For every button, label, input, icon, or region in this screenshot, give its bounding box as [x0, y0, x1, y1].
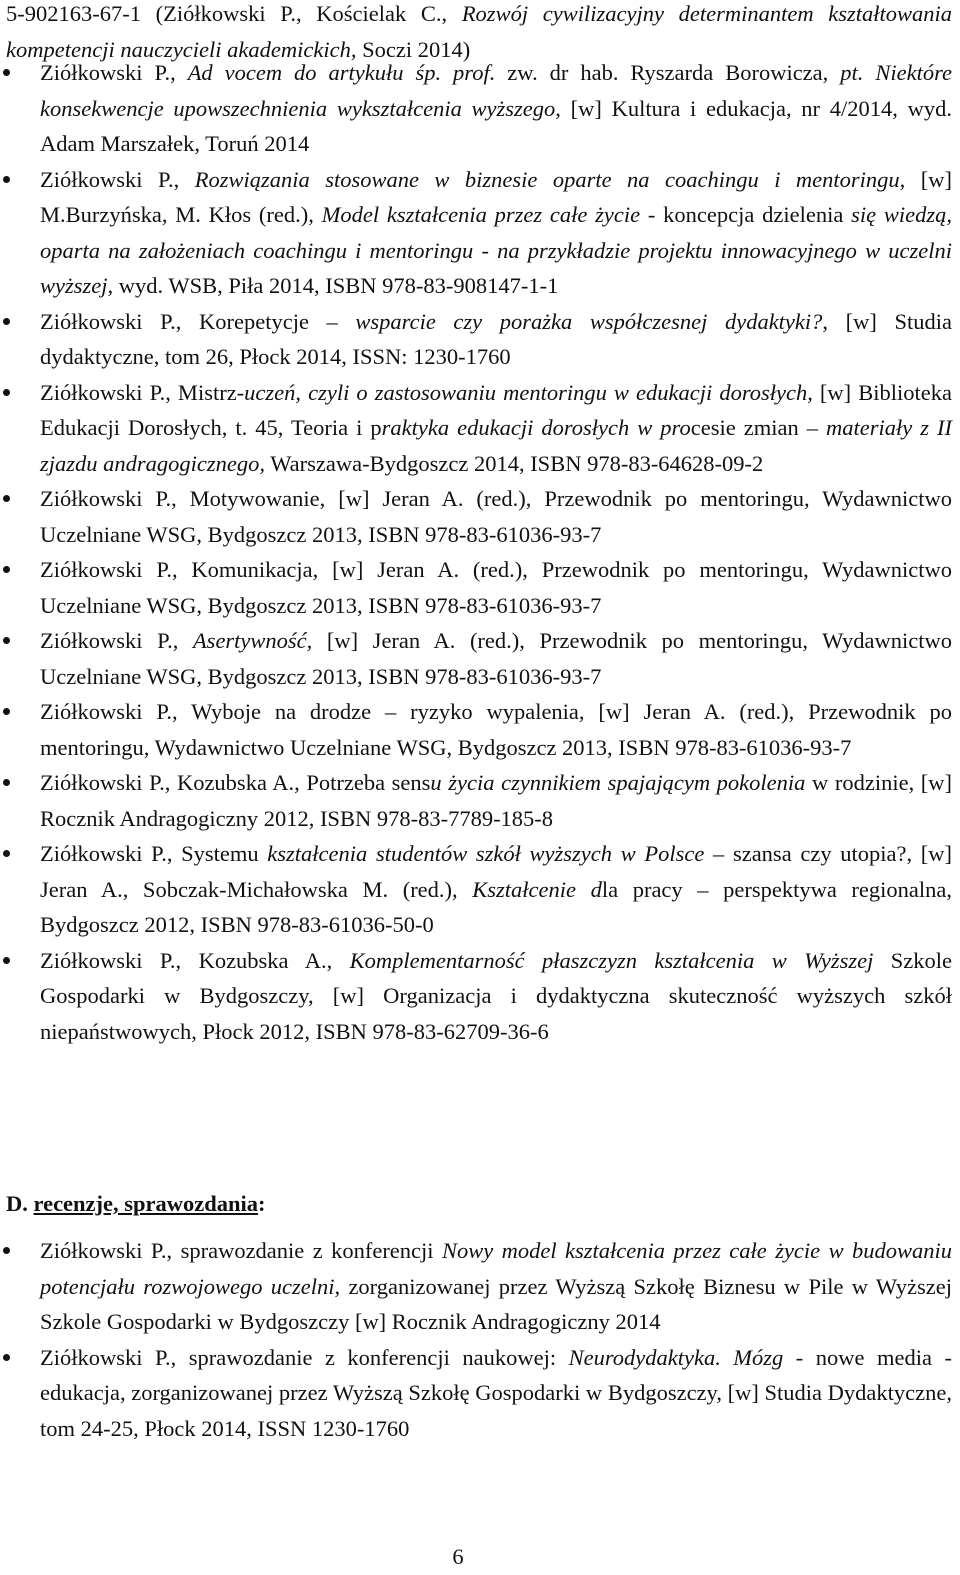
bibliography-entry: Ziółkowski P., Asertywność, [w] Jeran A. (red.), Przewodnik po mentoringu, Wydawnictwo Uczelniane WSG, Bydgoszcz 2013, ISBN 978-83-61036-93-7: [0, 623, 952, 694]
section-title: recenzje, sprawozdania: [33, 1191, 259, 1216]
entry-text: 5-902163-67-1 (Ziółkowski P., Kościelak C.,: [6, 1, 462, 26]
bullet-icon: [3, 957, 10, 964]
bullet-icon: [3, 69, 10, 76]
page-number: 6: [452, 1544, 464, 1569]
bullet-icon: [3, 708, 10, 715]
bibliography-entry: Ziółkowski P., Kozubska A., Komplementarność płaszczyzn kształcenia w Wyższej Szkole Gospodarki w Bydgoszczy, [w] Organizacja i dydaktyczna skuteczność wyższych szkół niepaństwowych, Płock 2012, ISBN 978-83-62709-36-6: [0, 943, 952, 1050]
bibliography-entry: Ziółkowski P., Komunikacja, [w] Jeran A. (red.), Przewodnik po mentoringu, Wydawnictwo Uczelniane WSG, Bydgoszcz 2013, ISBN 978-83-61036-93-7: [0, 552, 952, 623]
bibliography-entry: Ziółkowski P., Kozubska A., Potrzeba sensu życia czynnikiem spajającym pokolenia w rodzinie, [w] Rocznik Andragogiczny 2012, ISBN 978-83-7789-185-8: [0, 765, 952, 836]
bullet-icon: [3, 566, 10, 573]
bullet-icon: [3, 637, 10, 644]
reviews-list: [0, 1233, 952, 1446]
bibliography-entry: Ziółkowski P., Korepetycje – wsparcie czy porażka współczesnej dydaktyki?, [w] Studia dydaktyczne, tom 26, Płock 2014, ISSN: 1230-1760: [0, 304, 952, 375]
bibliography-entry: Ziółkowski P., Mistrz-uczeń, czyli o zastosowaniu mentoringu w edukacji dorosłych, [w] Biblioteka Edukacji Dorosłych, t. 45, Teoria i praktyka edukacji dorosłych w procesie zmian – materiały z II zjazdu andragogicznego, Warszawa-Bydgoszcz 2014, ISBN 978-83-64628-09-2: [0, 375, 952, 482]
bibliography-entry: Ziółkowski P., Wyboje na drodze – ryzyko wypalenia, [w] Jeran A. (red.), Przewodnik po mentoringu, Wydawnictwo Uczelniane WSG, Bydgoszcz 2013, ISBN 978-83-61036-93-7: [0, 694, 952, 765]
bibliography-entry: Ziółkowski P., Systemu kształcenia studentów szkół wyższych w Polsce – szansa czy utopia?, [w] Jeran A., Sobczak-Michałowska M. (red.), Kształcenie dla pracy – perspektywa regionalna, Bydgoszcz 2012, ISBN 978-83-61036-50-0: [0, 836, 952, 943]
bibliography-entry: Ziółkowski P., Motywowanie, [w] Jeran A. (red.), Przewodnik po mentoringu, Wydawnictwo Uczelniane WSG, Bydgoszcz 2013, ISBN 978-83-61036-93-7: [0, 481, 952, 552]
section-heading: D. recenzje, sprawozdania:: [6, 1191, 266, 1216]
bullet-icon: [3, 176, 10, 183]
bullet-icon: [3, 318, 10, 325]
bibliography-list: [0, 55, 952, 1049]
bullet-icon: [3, 389, 10, 396]
bibliography-entry: Ziółkowski P., Rozwiązania stosowane w biznesie oparte na coachingu i mentoringu, [w] M.Burzyńska, M. Kłos (red.), Model kształcenia przez całe życie - koncepcja dzielenia się wiedzą, oparta na założeniach coachingu i mentoringu - na przykładzie projektu innowacyjnego w uczelni wyższej, wyd. WSB, Piła 2014, ISBN 978-83-908147-1-1: [0, 162, 952, 304]
review-entry: Ziółkowski P., sprawozdanie z konferencji naukowej: Neurodydaktyka. Mózg - nowe media - edukacja, zorganizowanej przez Wyższą Szkołę Gospodarki w Bydgoszczy, [w] Studia Dydaktyczne, tom 24-25, Płock 2014, ISSN 1230-1760: [0, 1340, 952, 1447]
review-entry: Ziółkowski P., sprawozdanie z konferencji Nowy model kształcenia przez całe życie w budowaniu potencjału rozwojowego uczelni, zorganizowanej przez Wyższą Szkołę Biznesu w Pile w Wyższej Szkole Gospodarki w Bydgoszczy [w] Rocznik Andragogiczny 2014: [0, 1233, 952, 1340]
bullet-icon: [3, 1354, 10, 1361]
bibliography-entry: Ziółkowski P., Ad vocem do artykułu śp. prof. zw. dr hab. Ryszarda Borowicza, pt. Niektóre konsekwencje upowszechnienia wykształcenia wyższego, [w] Kultura i edukacja, nr 4/2014, wyd. Adam Marszałek, Toruń 2014: [0, 55, 952, 162]
bullet-icon: [3, 1247, 10, 1254]
bullet-icon: [3, 850, 10, 857]
bullet-icon: [3, 495, 10, 502]
bullet-icon: [3, 779, 10, 786]
section-letter: D.: [6, 1191, 28, 1216]
entry-details: Soczi 2014): [356, 36, 471, 62]
entry-title: Rozwój cywilizacyjny determinantem kształtowania kompetencji nauczycieli akademickich,: [6, 1, 952, 62]
